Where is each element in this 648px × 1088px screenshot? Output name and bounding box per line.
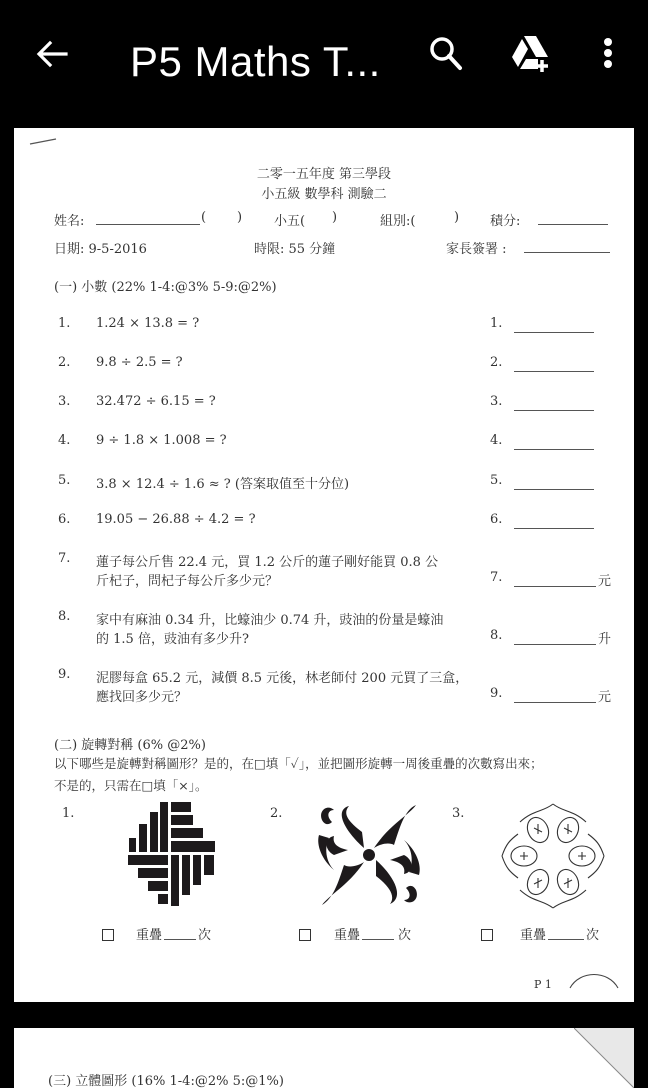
q5-answer-number: 5. xyxy=(490,473,503,488)
search-icon[interactable] xyxy=(424,32,468,76)
figure3-overlap-blank xyxy=(548,939,584,940)
figure1-overlap-label: 重疊 xyxy=(136,928,163,943)
q8-unit: 升 xyxy=(598,632,612,647)
exam-header-line2: 小五級 數學科 測驗二 xyxy=(261,187,387,202)
q7-number: 7. xyxy=(58,551,71,566)
figure2-checkbox[interactable] xyxy=(299,929,311,941)
figure2-number: 2. xyxy=(270,806,283,821)
section2-instruction-line2: 不是的，只需在□填「×」。 xyxy=(54,778,208,793)
date-label: 日期: 9-5-2016 xyxy=(54,242,147,257)
pdf-page-1[interactable] xyxy=(14,128,634,1002)
group-close: ) xyxy=(454,210,460,225)
q2-answer-blank xyxy=(514,371,594,372)
q7-unit: 元 xyxy=(598,574,612,589)
q9-number: 9. xyxy=(58,667,71,682)
score-arc xyxy=(566,970,622,990)
q7-text-line2: 斤杞子，問杞子每公斤多少元？ xyxy=(96,574,279,589)
q6-answer-number: 6. xyxy=(490,512,503,527)
google-drive-add-icon[interactable] xyxy=(508,30,554,76)
parent-signature-blank xyxy=(524,252,610,253)
figure1-interlocking-bars xyxy=(126,800,236,910)
page-number: P 1 xyxy=(534,978,552,991)
q5-answer-blank xyxy=(514,489,594,490)
q2-answer-number: 2. xyxy=(490,355,503,370)
q6-number: 6. xyxy=(58,512,71,527)
q5-text: 3.8 × 12.4 ÷ 1.6 ≈ ? (答案取值至十分位) xyxy=(96,477,350,492)
figure3-floral-outline xyxy=(498,800,608,910)
time-limit-label: 時限: 55 分鐘 xyxy=(254,242,336,257)
q9-unit: 元 xyxy=(598,690,612,705)
q1-text: 1.24 × 13.8 = ? xyxy=(96,316,200,331)
pen-mark xyxy=(28,136,60,146)
q3-answer-blank xyxy=(514,410,594,411)
q7-answer-blank xyxy=(514,586,596,587)
figure1-number: 1. xyxy=(62,806,75,821)
q8-text-line1: 家中有麻油 0.34 升，比蠔油少 0.74 升，豉油的份量是蠔油 xyxy=(96,613,444,628)
q4-text: 9 ÷ 1.8 × 1.008 = ? xyxy=(96,433,227,448)
q4-number: 4. xyxy=(58,433,71,448)
figure3-checkbox[interactable] xyxy=(481,929,493,941)
class-number-close: ) xyxy=(237,210,243,225)
q3-answer-number: 3. xyxy=(490,394,503,409)
parent-signature-label: 家長簽署 : xyxy=(446,242,507,257)
q7-answer-number: 7. xyxy=(490,570,503,585)
more-vert-icon[interactable] xyxy=(590,30,626,76)
q2-number: 2. xyxy=(58,355,71,370)
q6-text: 19.05 − 26.88 ÷ 4.2 = ? xyxy=(96,512,256,527)
q2-text: 9.8 ÷ 2.5 = ? xyxy=(96,355,183,370)
score-blank xyxy=(538,224,608,225)
score-label: 積分: xyxy=(490,214,521,229)
figure3-times-label: 次 xyxy=(586,928,600,943)
q8-answer-blank xyxy=(514,644,596,645)
figure2-times-label: 次 xyxy=(398,928,412,943)
class-number-open: ( xyxy=(201,210,207,225)
section2-title: (二) 旋轉對稱 (6% @2%) xyxy=(54,738,206,753)
class-label: 小五( xyxy=(274,214,306,229)
document-title: P5 Maths T... xyxy=(130,38,381,85)
q1-number: 1. xyxy=(58,316,71,331)
app-bar xyxy=(0,0,648,128)
q4-answer-blank xyxy=(514,449,594,450)
back-arrow-icon[interactable] xyxy=(30,32,74,76)
name-blank xyxy=(96,224,200,225)
figure3-overlap-label: 重疊 xyxy=(520,928,547,943)
page-curl xyxy=(574,1028,634,1088)
figure1-times-label: 次 xyxy=(198,928,212,943)
name-label: 姓名: xyxy=(54,214,85,229)
q7-text-line1: 蓮子每公斤售 22.4 元，買 1.2 公斤的蓮子剛好能買 0.8 公 xyxy=(96,555,439,570)
q5-number: 5. xyxy=(58,473,71,488)
q3-text: 32.472 ÷ 6.15 = ? xyxy=(96,394,216,409)
pdf-page-2[interactable] xyxy=(14,1028,634,1088)
q8-number: 8. xyxy=(58,609,71,624)
figure2-ornamental-swirl xyxy=(314,800,424,910)
q9-answer-blank xyxy=(514,702,596,703)
figure3-number: 3. xyxy=(452,806,465,821)
section1-title: (一) 小數 (22% 1-4:@3% 5-9:@2%) xyxy=(54,280,277,295)
exam-header-line1: 二零一五年度 第三學段 xyxy=(256,167,392,182)
q8-text-line2: 的 1.5 倍，豉油有多少升? xyxy=(96,632,249,647)
figure1-overlap-blank xyxy=(164,939,196,940)
q8-answer-number: 8. xyxy=(490,628,503,643)
section3-title: (三) 立體圖形 (16% 1-4:@2% 5:@1%) xyxy=(48,1074,284,1088)
group-label: 組別:( xyxy=(380,214,416,229)
q1-answer-blank xyxy=(514,332,594,333)
figure1-checkbox[interactable] xyxy=(102,929,114,941)
figure2-overlap-blank xyxy=(362,939,394,940)
figure2-overlap-label: 重疊 xyxy=(334,928,361,943)
q6-answer-blank xyxy=(514,528,594,529)
class-close: ) xyxy=(332,210,338,225)
q9-text-line2: 應找回多少元？ xyxy=(96,690,188,705)
q3-number: 3. xyxy=(58,394,71,409)
q4-answer-number: 4. xyxy=(490,433,503,448)
q9-answer-number: 9. xyxy=(490,686,503,701)
q9-text-line1: 泥膠每盒 65.2 元，減價 8.5 元後，林老師付 200 元買了三盒， xyxy=(96,671,469,686)
section2-instruction-line1: 以下哪些是旋轉對稱圖形？是的，在□填「✓」，並把圖形旋轉一周後重疊的次數寫出來； xyxy=(54,756,543,771)
q1-answer-number: 1. xyxy=(490,316,503,331)
